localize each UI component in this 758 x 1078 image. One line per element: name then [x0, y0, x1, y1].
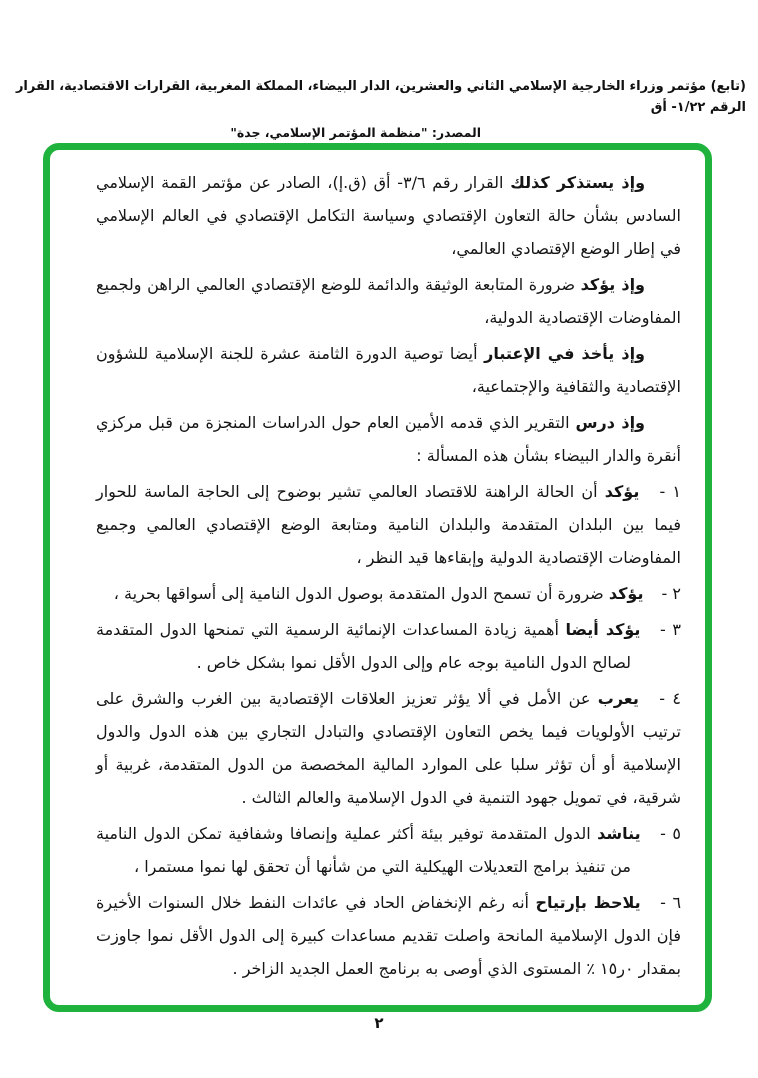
preamble-paragraph: [96, 337, 681, 403]
item-text: أنه رغم الإنخفاض الحاد في عائدات النفط خلال السنوات الأخيرة فإن الدول الإسلامية المانحة واصلت تقديم مساعدات كبيرة إلى الدول الأقل نموا جاوزت بمقدار ٠ر١٥ ٪ المستوى الذي أوصى به برنامج العمل الجديد الزاخر .: [96, 893, 681, 978]
preamble-text: القرار رقم ٣/٦- أق (ق.إ)، الصادر عن مؤتمر القمة الإسلامي السادس بشأن حالة التعاون الإقتصادي وسياسة التكامل الإقتصادي في العالم الإسلامي في إطار الوضع الإقتصادي العالمي،: [96, 173, 681, 258]
resolution-item: [96, 817, 681, 883]
header-source: المصدر: "منظمة المؤتمر الإسلامي، جدة": [230, 125, 481, 140]
header-citation: (تابع) مؤتمر وزراء الخارجية الإسلامي الثاني والعشرين، الدار البيضاء، المملكة المغربية، القرارات الاقتصادية، القرار الرقم ١/٢٢- أق: [15, 79, 746, 115]
item-number: ٦ -: [660, 893, 682, 912]
item-number: ٢ -: [661, 584, 681, 603]
preamble-lead: وإذ يؤكد: [580, 275, 646, 294]
item-number: ٣ -: [660, 620, 682, 639]
resolution-item: [96, 613, 681, 679]
preamble-paragraph: [96, 268, 681, 334]
item-lead: يؤكد: [604, 482, 640, 501]
resolution-item: [96, 682, 681, 814]
preamble-lead: وإذ يستذكر كذلك: [510, 173, 646, 192]
page-number: ٢: [374, 1014, 384, 1032]
item-number: ٤ -: [659, 689, 681, 708]
item-text: ضرورة أن تسمح الدول المتقدمة بوصول الدول النامية إلى أسواقها بحرية ،: [113, 584, 604, 603]
preamble-lead: وإذ درس: [575, 413, 646, 432]
document-header: [10, 76, 746, 143]
resolution-item: [96, 886, 681, 985]
preamble-lead: وإذ يأخذ في الإعتبار: [484, 344, 645, 363]
resolution-item: [96, 475, 681, 574]
item-number: ٥ -: [660, 824, 681, 843]
item-text: أن الحالة الراهنة للاقتصاد العالمي تشير بوضوح إلى الحاجة الماسة للحوار فيما بين البلدان المتقدمة والبلدان النامية ومتابعة الوضع الإقتصادي العالمي وجميع المفاوضات الإقتصادية الدولية وإبقاءها قيد النظر ،: [96, 482, 681, 567]
item-text: أهمية زيادة المساعدات الإنمائية الرسمية التي تمنحها الدول المتقدمة لصالح الدول النامية بوجه عام وإلى الدول الأقل نموا بشكل خاص .: [96, 620, 631, 672]
item-lead: يؤكد أيضا: [565, 620, 641, 639]
item-lead: يناشد: [597, 824, 641, 843]
resolution-item: [96, 577, 681, 610]
preamble-text: ضرورة المتابعة الوثيقة والدائمة للوضع الإقتصادي العالمي الراهن ولجميع المفاوضات الإقتصادية الدولية،: [96, 275, 681, 327]
preamble-text: أيضا توصية الدورة الثامنة عشرة للجنة الإسلامية للشؤون الإقتصادية والثقافية والإجتماعية،: [96, 344, 681, 396]
item-lead: يؤكد: [608, 584, 644, 603]
resolution-body: [50, 150, 705, 1005]
item-text: الدول المتقدمة توفير بيئة أكثر عملية وإنصافا وشفافية تمكن الدول النامية من تنفيذ برامج التعديلات الهيكلية التي من شأنها أن تحقق لها نموا مستمرا ،: [96, 824, 631, 876]
item-lead: يلاحظ بإرتياح: [535, 893, 641, 912]
preamble-text: التقرير الذي قدمه الأمين العام حول الدراسات المنجزة من قبل مركزي أنقرة والدار البيضاء بشأن هذه المسألة :: [96, 413, 681, 465]
item-number: ١ -: [659, 482, 682, 501]
resolution-frame: [43, 143, 712, 1012]
preamble-paragraph: [96, 406, 681, 472]
item-lead: يعرب: [597, 689, 639, 708]
item-text: عن الأمل في ألا يؤثر تعزيز العلاقات الإقتصادية بين الغرب والشرق على ترتيب الأولويات فيما يخص التعاون الإقتصادي والتبادل التجاري بين هذه الدول والدول الإسلامية أو أن تؤثر سلبا على الموارد المالية المخصصة من الدول المتقدمة، غربية أو شرقية، في تمويل جهود التنمية في الدول الإسلامية والعالم الثالث .: [96, 689, 681, 807]
preamble-paragraph: [96, 166, 681, 265]
